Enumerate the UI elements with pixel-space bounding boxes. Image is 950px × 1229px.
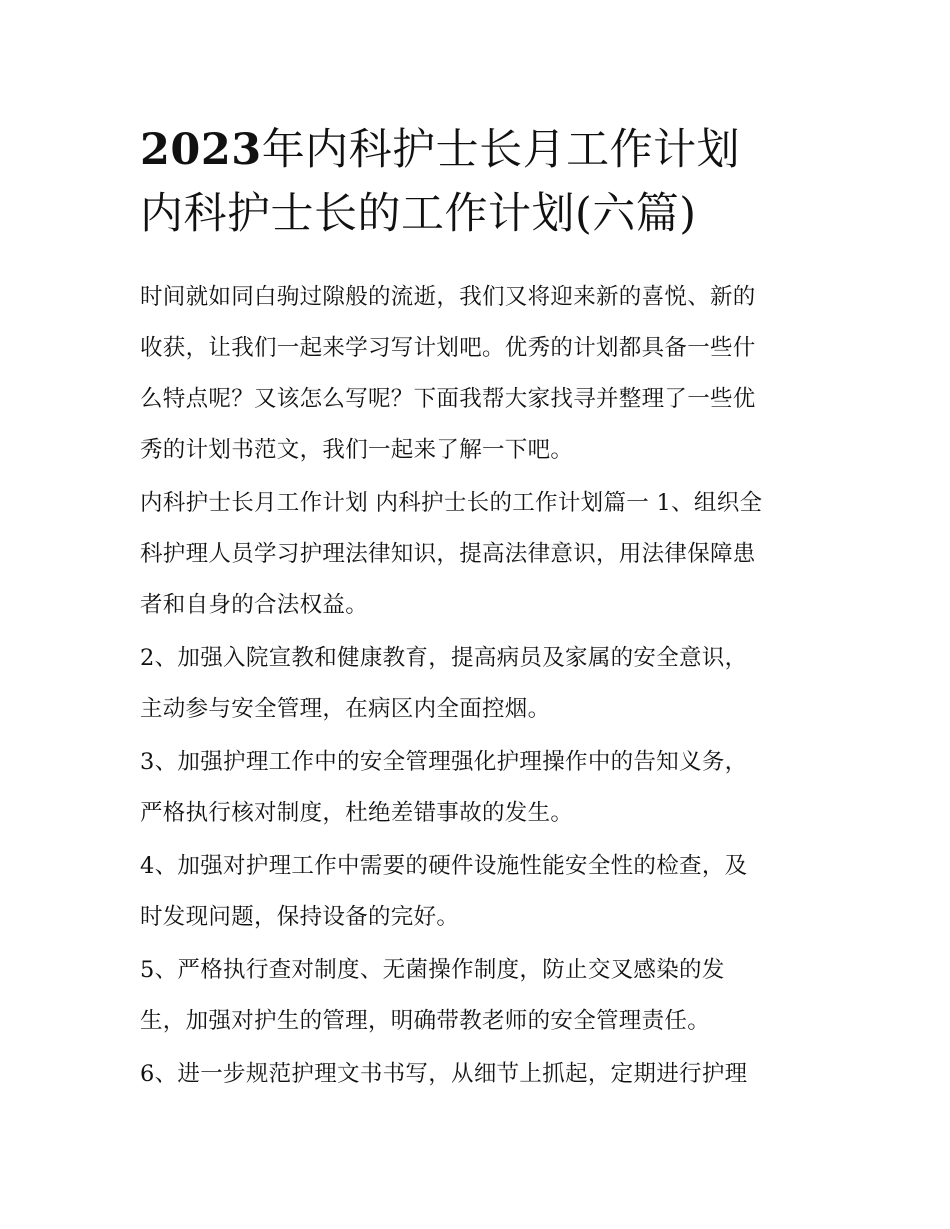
text-line: 时间就如同白驹过隙般的流逝，我们又将迎来新的喜悦、新的: [140, 284, 756, 310]
paragraph-item-2: [140, 633, 812, 735]
title-line-1: [140, 118, 812, 182]
text-line: 科护理人员学习护理法律知识，提高法律意识，用法律保障患: [140, 541, 756, 567]
text-line: 4、加强对护理工作中需要的硬件设施性能安全性的检查，及: [140, 853, 748, 879]
text-line: 内科护士长月工作计划 内科护士长的工作计划篇一 1、组织全: [140, 490, 763, 516]
title-year: 2023: [140, 125, 262, 175]
document-page: [140, 118, 812, 1102]
document-body: [140, 272, 812, 1100]
text-line: 生，加强对护生的管理，明确带教老师的安全管理责任。: [140, 1008, 711, 1034]
text-line: 者和自身的合法权益。: [140, 592, 369, 618]
text-line: 5、严格执行查对制度、无菌操作制度，防止交叉感染的发: [140, 957, 725, 983]
paragraph-item-1: [140, 478, 812, 631]
title-line-2: 内科护士长的工作计划(六篇): [140, 189, 697, 239]
document-title: [140, 118, 812, 246]
title-line-1-text: 年内科护士长月工作计划: [261, 125, 741, 175]
paragraph-item-5: [140, 945, 812, 1047]
text-line: 时发现问题，保持设备的完好。: [140, 904, 460, 930]
text-line: 3、加强护理工作中的安全管理强化护理操作中的告知义务，: [140, 749, 748, 775]
paragraph-item-3: [140, 737, 812, 839]
paragraph-item-6: [140, 1049, 812, 1100]
text-line: 严格执行核对制度，杜绝差错事故的发生。: [140, 800, 574, 826]
paragraph-item-4: [140, 841, 812, 943]
text-line: 6、进一步规范护理文书书写，从细节上抓起，定期进行护理: [140, 1061, 748, 1087]
text-line: 收获，让我们一起来学习写计划吧。优秀的计划都具备一些什: [140, 335, 756, 361]
text-line: 秀的计划书范文，我们一起来了解一下吧。: [140, 437, 574, 463]
text-line: 主动参与安全管理，在病区内全面控烟。: [140, 696, 551, 722]
text-line: 2、加强入院宣教和健康教育，提高病员及家属的安全意识，: [140, 645, 748, 671]
paragraph-intro: [140, 272, 812, 476]
text-line: 么特点呢？又该怎么写呢？下面我帮大家找寻并整理了一些优: [140, 386, 756, 412]
